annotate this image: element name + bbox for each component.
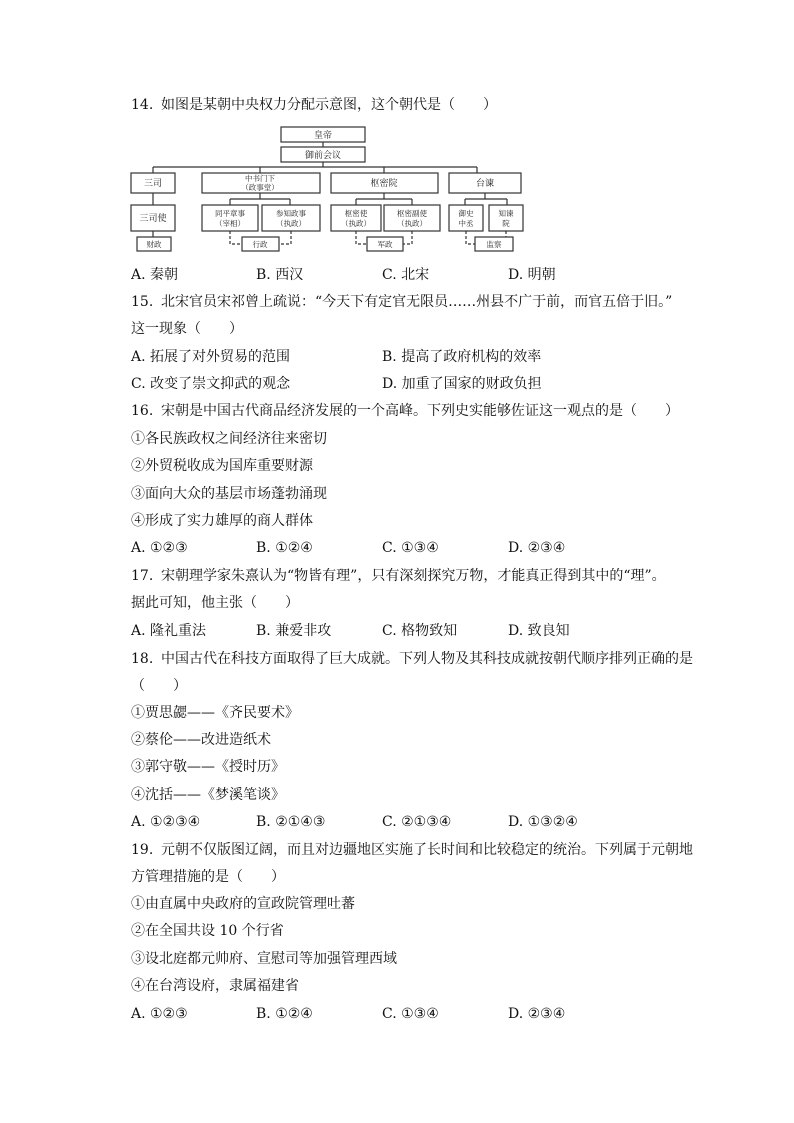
diagram-canzhi-2: （执政） <box>276 219 306 228</box>
q19-item-3: ③设北庭都元帅府、宣慰司等加强管理西域 <box>131 951 397 967</box>
diagram-zhijian-1: 知谏 <box>498 209 514 218</box>
q16-option-a[interactable]: A. ①②③ <box>131 540 188 556</box>
q16-item-1: ①各民族政权之间经济往来密切 <box>131 431 327 447</box>
q15-option-d[interactable]: D. 加重了国家的财政负担 <box>382 376 542 392</box>
q19-stem-line1 <box>131 840 693 860</box>
diagram-council: 御前会议 <box>304 151 342 161</box>
q17-stem-text: 宋朝理学家朱熹认为“物皆有理”，只有深刻探究万物，才能真正得到其中的“理”。 <box>161 568 666 584</box>
diagram-yushi-1: 御史 <box>458 209 474 218</box>
diagram-junzheng: 军政 <box>377 240 393 249</box>
q16-options <box>131 538 651 558</box>
q19-option-a[interactable]: A. ①②③ <box>131 1006 188 1022</box>
q17-option-c[interactable]: C. 格物致知 <box>382 623 458 639</box>
q17-option-d[interactable]: D. 致良知 <box>508 623 570 639</box>
diagram-sansi-shi: 三司使 <box>139 214 167 224</box>
q18-number: 18. <box>131 651 154 667</box>
q19-stem-line2: 方管理措施的是（ ） <box>131 869 285 885</box>
q18-stem-line1 <box>131 649 693 669</box>
q14-stem-text: 如图是某朝中央权力分配示意图，这个朝代是（ ） <box>161 97 497 113</box>
q15-number: 15. <box>131 294 154 310</box>
q18-stem-line2: （ ） <box>131 678 187 694</box>
q14-option-a[interactable]: A. 秦朝 <box>131 267 179 283</box>
diagram-zhongshu-sub: （政事堂） <box>241 183 279 192</box>
q16-option-b[interactable]: B. ①②④ <box>256 540 313 556</box>
q19-item-4: ④在台湾设府，隶属福建省 <box>131 978 299 994</box>
diagram-yushi-2: 中丞 <box>458 219 474 228</box>
diagram-shumi-fu-2: （执政） <box>397 219 427 228</box>
q18-option-b[interactable]: B. ②①④③ <box>256 814 326 830</box>
q16-number: 16. <box>131 403 154 419</box>
diagram-zhongshu: 中书门下 <box>245 174 275 183</box>
diagram-shumi-shi-2: （执政） <box>341 219 371 228</box>
diagram-canzhi-1: 参知政事 <box>276 209 306 218</box>
q14-option-d[interactable]: D. 明朝 <box>508 267 556 283</box>
diagram-shumi-shi-1: 枢密使 <box>344 209 368 218</box>
q19-number: 19. <box>131 842 154 858</box>
diagram-tongpingzhang-1: 同平章事 <box>215 209 245 218</box>
q17-stem-line1 <box>131 566 666 586</box>
q14-option-b[interactable]: B. 西汉 <box>256 267 304 283</box>
diagram-jiancha: 监察 <box>486 240 502 249</box>
q15-stem-text: 北宋官员宋祁曾上疏说：“今天下有定官无限员……州县不广于前，而官五倍于旧。” <box>161 294 673 310</box>
q15-options-row2 <box>131 374 671 394</box>
q14-stem <box>131 95 497 115</box>
q18-option-a[interactable]: A. ①②③④ <box>131 814 201 830</box>
q15-options-row1 <box>131 347 671 367</box>
q16-option-d[interactable]: D. ②③④ <box>508 540 566 556</box>
q17-option-a[interactable]: A. 隆礼重法 <box>131 623 207 639</box>
q16-stem-text: 宋朝是中国古代商品经济发展的一个高峰。下列史实能够佐证这一观点的是（ ） <box>161 403 679 419</box>
q18-options <box>131 812 651 832</box>
diagram-shumiyuan: 枢密院 <box>370 179 398 189</box>
q14-power-diagram <box>129 125 539 255</box>
q17-number: 17. <box>131 568 154 584</box>
q15-stem-line1 <box>131 292 672 312</box>
q16-item-2: ②外贸税收成为国库重要财源 <box>131 458 313 474</box>
q16-item-3: ③面向大众的基层市场蓬勃涌现 <box>131 486 327 502</box>
q16-item-4: ④形成了实力雄厚的商人群体 <box>131 513 313 529</box>
q18-stem-text: 中国古代在科技方面取得了巨大成就。下列人物及其科技成就按朝代顺序排列正确的是 <box>161 651 693 667</box>
q15-stem-line2: 这一现象（ ） <box>131 321 243 337</box>
diagram-tongpingzhang-2: （宰相） <box>215 219 245 228</box>
diagram-sansi: 三司 <box>143 179 163 189</box>
q18-item-1: ①贾思勰——《齐民要术》 <box>131 705 299 721</box>
diagram-emperor: 皇帝 <box>313 131 333 141</box>
q18-item-2: ②蔡伦——改进造纸术 <box>131 732 271 748</box>
diagram-xingzheng: 行政 <box>252 240 268 249</box>
q15-option-c[interactable]: C. 改变了崇文抑武的观念 <box>131 376 291 392</box>
q19-option-c[interactable]: C. ①③④ <box>382 1006 439 1022</box>
diagram-caizheng: 财政 <box>146 240 162 249</box>
q17-stem-line2: 据此可知，他主张（ ） <box>131 595 299 611</box>
q19-options <box>131 1004 651 1024</box>
q15-option-b[interactable]: B. 提高了政府机构的效率 <box>382 349 542 365</box>
q14-number: 14. <box>131 97 154 113</box>
q18-item-4: ④沈括——《梦溪笔谈》 <box>131 787 285 803</box>
q15-option-a[interactable]: A. 拓展了对外贸易的范围 <box>131 349 291 365</box>
q17-option-b[interactable]: B. 兼爱非攻 <box>256 623 332 639</box>
q19-stem-text: 元朝不仅版图辽阔，而且对边疆地区实施了长时间和比较稳定的统治。下列属于元朝地 <box>161 842 693 858</box>
q16-option-c[interactable]: C. ①③④ <box>382 540 439 556</box>
q19-option-b[interactable]: B. ①②④ <box>256 1006 313 1022</box>
q18-option-c[interactable]: C. ②①③④ <box>382 814 452 830</box>
diagram-shumi-fu-1: 枢密副使 <box>397 209 427 218</box>
q18-item-3: ③郭守敬——《授时历》 <box>131 759 285 775</box>
q14-option-c[interactable]: C. 北宋 <box>382 267 430 283</box>
q19-item-2: ②在全国共设 10 个行省 <box>131 923 284 939</box>
q14-options <box>131 265 651 285</box>
q19-option-d[interactable]: D. ②③④ <box>508 1006 566 1022</box>
q19-item-1: ①由直属中央政府的宣政院管理吐蕃 <box>131 896 355 912</box>
q16-stem <box>131 401 679 421</box>
q17-options <box>131 621 651 641</box>
q18-option-d[interactable]: D. ①③②④ <box>508 814 578 830</box>
diagram-taijian: 台谏 <box>475 179 495 189</box>
diagram-zhijian-2: 院 <box>502 219 510 228</box>
